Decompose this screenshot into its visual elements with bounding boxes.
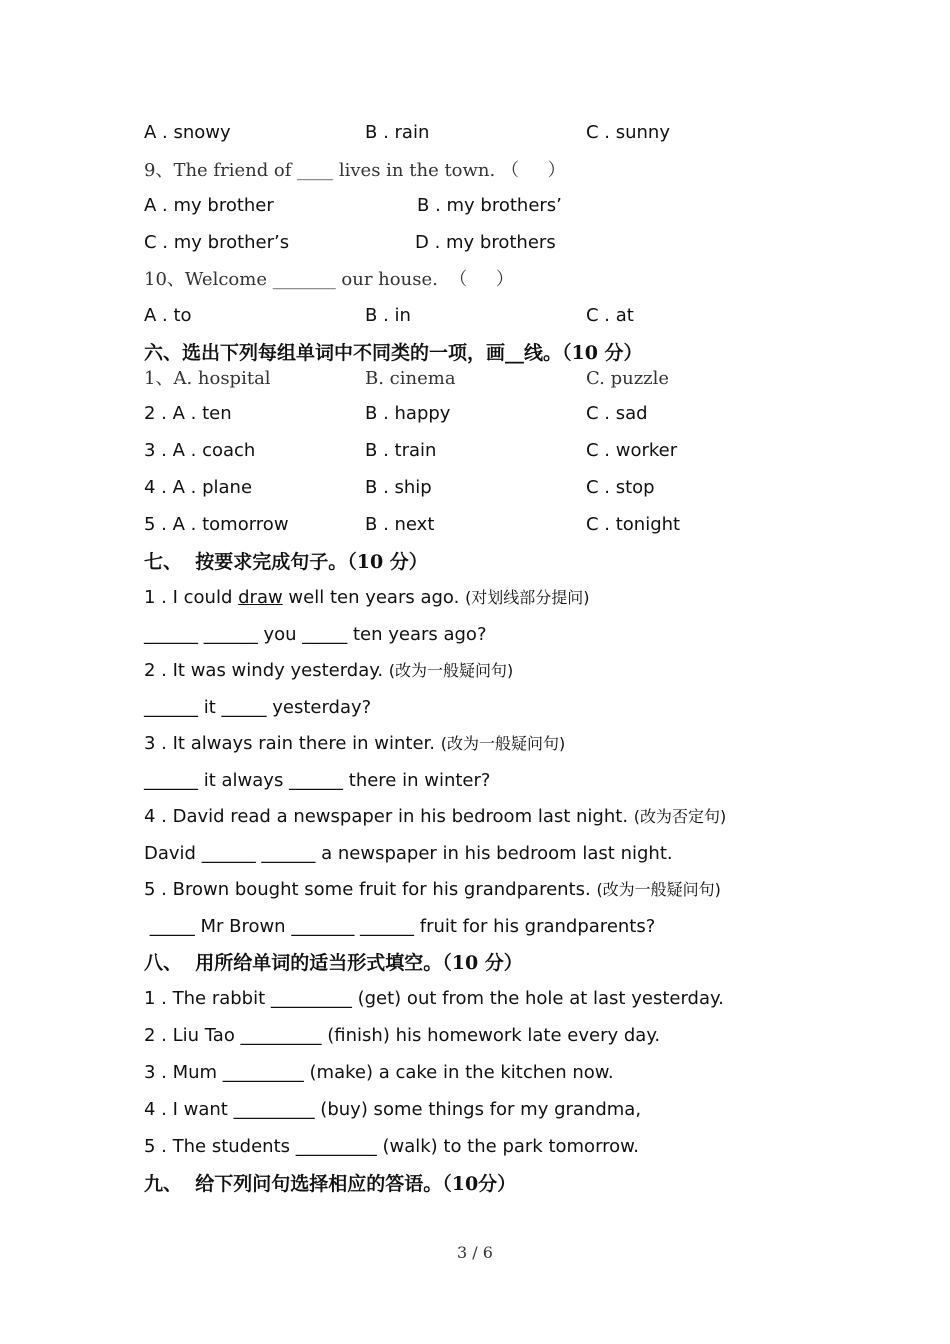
q9-option-b: B . my brothers’ — [417, 195, 562, 216]
s7-q5-text: 5 . Brown bought some fruit for his grandparents. — [144, 879, 597, 900]
q9-option-d: D . my brothers — [415, 232, 556, 253]
q10-option-b: B . in — [365, 305, 411, 326]
s7-q3-answer: ______ it always ______ there in winter? — [144, 770, 491, 791]
s6-row1-a: 1、A. hospital — [144, 368, 271, 389]
s7-q2-text: 2 . It was windy yesterday. — [144, 660, 389, 681]
q9-option-c: C . my brother’s — [144, 232, 290, 253]
s7-q3-note: (改为一般疑问句) — [440, 734, 566, 753]
s6-row2-c: C . sad — [586, 403, 648, 424]
s6-row5-b: B . next — [365, 514, 435, 535]
s7-q1-pre: 1 . I could — [144, 587, 239, 608]
s7-q4 — [144, 805, 726, 829]
s7-q2-answer: ______ it _____ yesterday? — [144, 697, 372, 718]
s6-row4-c: C . stop — [586, 477, 655, 498]
page-number: 3 / 6 — [457, 1243, 493, 1262]
s8-item-4: 4 . I want _________ (buy) some things for my grandma, — [144, 1099, 642, 1120]
section8-title: 八、 用所给单词的适当形式填空。（10 分） — [144, 952, 523, 974]
s7-q1 — [144, 586, 590, 610]
s6-row2-b: B . happy — [365, 403, 451, 424]
s7-q1-underlined-word: draw — [238, 587, 283, 608]
s7-q1-answer: ______ ______ you _____ ten years ago? — [144, 624, 487, 645]
q8-option-a: A . snowy — [144, 122, 231, 143]
s7-q1-note: (对划线部分提问) — [465, 588, 590, 607]
q8-option-c: C . sunny — [586, 122, 670, 143]
s6-row4-b: B . ship — [365, 477, 432, 498]
s8-item-2: 2 . Liu Tao _________ (finish) his homework late every day. — [144, 1025, 661, 1046]
q10-stem: 10、Welcome _______ our house. （ ） — [144, 269, 514, 290]
s6-row1-c: C. puzzle — [586, 368, 670, 389]
section7-title: 七、 按要求完成句子。（10 分） — [144, 551, 428, 573]
q10-option-c: C . at — [586, 305, 634, 326]
s7-q5 — [144, 878, 721, 902]
q9-stem: 9、The friend of ____ lives in the town. （ ） — [144, 160, 566, 181]
s6-row2-a: 2 . A . ten — [144, 403, 232, 424]
s7-q4-text: 4 . David read a newspaper in his bedroom last night. — [144, 806, 634, 827]
s6-row1-b: B. cinema — [365, 368, 456, 389]
s8-item-5: 5 . The students _________ (walk) to the park tomorrow. — [144, 1136, 639, 1157]
s7-q5-answer: _____ Mr Brown _______ ______ fruit for his grandparents? — [144, 916, 656, 937]
s7-q3 — [144, 732, 565, 756]
s7-q3-text: 3 . It always rain there in winter. — [144, 733, 441, 754]
s7-q4-note: (改为否定句) — [633, 807, 727, 826]
s7-q1-post: well ten years ago. — [282, 587, 466, 608]
q9-option-a: A . my brother — [144, 195, 274, 216]
s7-q2-note: (改为一般疑问句) — [388, 661, 514, 680]
s6-row4-a: 4 . A . plane — [144, 477, 253, 498]
s6-row3-b: B . train — [365, 440, 437, 461]
s7-q5-note: (改为一般疑问句) — [596, 880, 721, 899]
q10-option-a: A . to — [144, 305, 192, 326]
s6-row3-c: C . worker — [586, 440, 678, 461]
section9-title: 九、 给下列问句选择相应的答语。（10分） — [144, 1173, 517, 1195]
q8-option-b: B . rain — [365, 122, 430, 143]
s7-q2 — [144, 659, 513, 683]
s6-row5-a: 5 . A . tomorrow — [144, 514, 289, 535]
s7-q4-answer: David ______ ______ a newspaper in his bedroom last night. — [144, 843, 673, 864]
section6-title: 六、选出下列每组单词中不同类的一项，画__线。（10 分） — [144, 342, 643, 364]
s8-item-1: 1 . The rabbit _________ (get) out from the hole at last yesterday. — [144, 988, 724, 1009]
s8-item-3: 3 . Mum _________ (make) a cake in the kitchen now. — [144, 1062, 614, 1083]
s6-row3-a: 3 . A . coach — [144, 440, 256, 461]
s6-row5-c: C . tonight — [586, 514, 681, 535]
